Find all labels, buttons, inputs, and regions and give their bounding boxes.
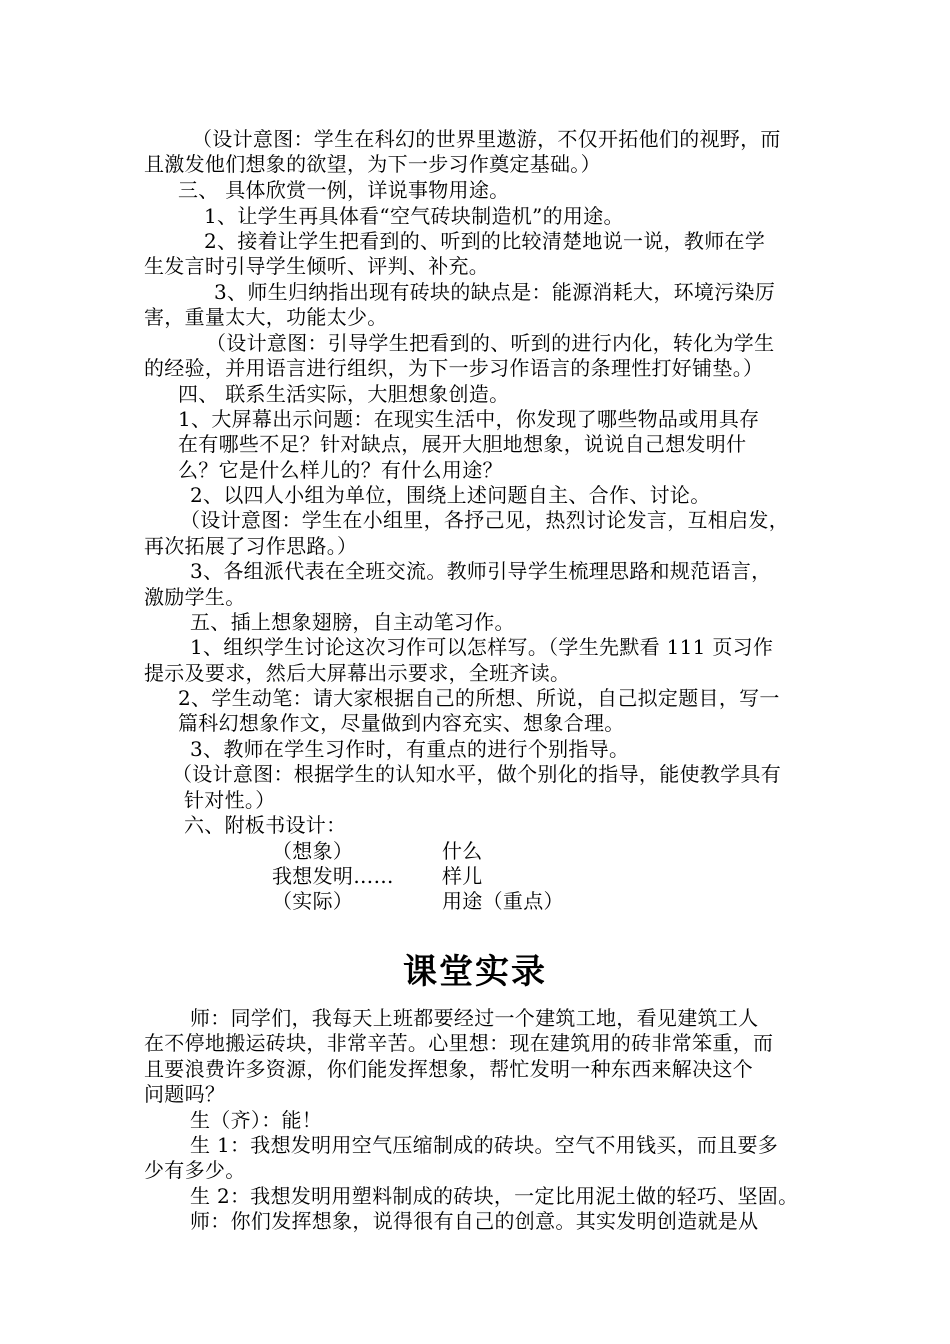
text-line: （设计意图：学生在小组里，各抒己见，热烈讨论发言，互相启发， [180, 508, 789, 532]
text-line: 2、以四人小组为单位，围绕上述问题自主、合作、讨论。 [190, 483, 711, 507]
section-title: 课堂实录 [403, 952, 547, 992]
section-heading: 四、 联系生活实际，大胆想象创造。 [178, 382, 510, 406]
text-line: 生 2：我想发明用塑料制成的砖块，一定比用泥土做的轻巧、坚固。 [190, 1184, 799, 1208]
text-line: 1、让学生再具体看“空气砖块制造机”的用途。 [204, 204, 624, 228]
text-line: 少有多少。 [144, 1158, 246, 1182]
text-line: 师：你们发挥想象，说得很有自己的创意。其实发明创造就是从 [190, 1209, 759, 1233]
text-line: 且要浪费许多资源，你们能发挥想象，帮忙发明一种东西来解决这个 [144, 1057, 753, 1081]
text-line: 篇科幻想象作文，尽量做到内容充实、想象合理。 [178, 711, 625, 735]
text-line: 激励学生。 [144, 585, 246, 609]
text-line: 3、教师在学生习作时，有重点的进行个别指导。 [190, 737, 630, 761]
text-line: 生 1：我想发明用空气压缩制成的砖块。空气不用钱买，而且要多 [190, 1133, 779, 1157]
text-line: 提示及要求，然后大屏幕出示要求，全班齐读。 [144, 661, 571, 685]
text-line: 3、各组派代表在全班交流。教师引导学生梳理思路和规范语言， [190, 559, 772, 583]
text-line: 害，重量太大，功能太少。 [144, 305, 388, 329]
text-line: （设计意图：学生在科幻的世界里遨游，不仅开拓他们的视野，而 [192, 127, 781, 151]
board-right-item: 用途（重点） [442, 889, 564, 913]
text-line: 在有哪些不足？针对缺点，展开大胆地想象，说说自己想发明什 [178, 432, 747, 456]
text-line: 生发言时引导学生倾听、评判、补充。 [144, 254, 490, 278]
text-line: 2、接着让学生把看到的、听到的比较清楚地说一说，教师在学 [204, 229, 766, 253]
text-line: 的经验，并用语言进行组织，为下一步习作语言的条理性打好铺垫。） [144, 356, 764, 380]
board-right-item: 什么 [442, 839, 483, 863]
section-heading: 三、 具体欣赏一例，详说事物用途。 [178, 178, 510, 202]
text-line: 2、学生动笔：请大家根据自己的所想、所说，自己拟定题目，写一 [178, 686, 780, 710]
text-line: 且激发他们想象的欲望，为下一步习作奠定基础。） [144, 152, 601, 176]
text-line: 3、师生归纳指出现有砖块的缺点是：能源消耗大，环境污染厉 [214, 280, 776, 304]
text-line: 师：同学们，我每天上班都要经过一个建筑工地，看见建筑工人 [190, 1006, 759, 1030]
text-line: 生（齐）：能！ [190, 1108, 323, 1132]
board-left-item: 我想发明…… [272, 864, 394, 888]
text-line: 在不停地搬运砖块，非常辛苦。心里想：现在建筑用的砖非常笨重，而 [144, 1031, 774, 1055]
section-heading: 五、插上想象翅膀，自主动笔习作。 [190, 610, 515, 634]
board-left-item: （实际） [272, 889, 354, 913]
text-line: 1、组织学生讨论这次习作可以怎样写。（学生先默看 111 页习作 [190, 635, 774, 659]
text-line: （设计意图：根据学生的认知水平，做个别化的指导，能使教学具有 [172, 762, 781, 786]
text-line: 问题吗？ [144, 1082, 226, 1106]
text-line: （设计意图：引导学生把看到的、听到的进行内化，转化为学生 [206, 331, 775, 355]
board-left-item: （想象） [272, 839, 354, 863]
text-line: 1、大屏幕出示问题：在现实生活中，你发现了哪些物品或用具存 [178, 407, 760, 431]
text-line: 么？它是什么样儿的？有什么用途？ [178, 458, 503, 482]
text-line: 针对性。） [184, 788, 276, 812]
text-line: 再次拓展了习作思路。） [144, 534, 358, 558]
board-right-item: 样儿 [442, 864, 483, 888]
section-heading: 六、附板书设计： [184, 813, 347, 837]
